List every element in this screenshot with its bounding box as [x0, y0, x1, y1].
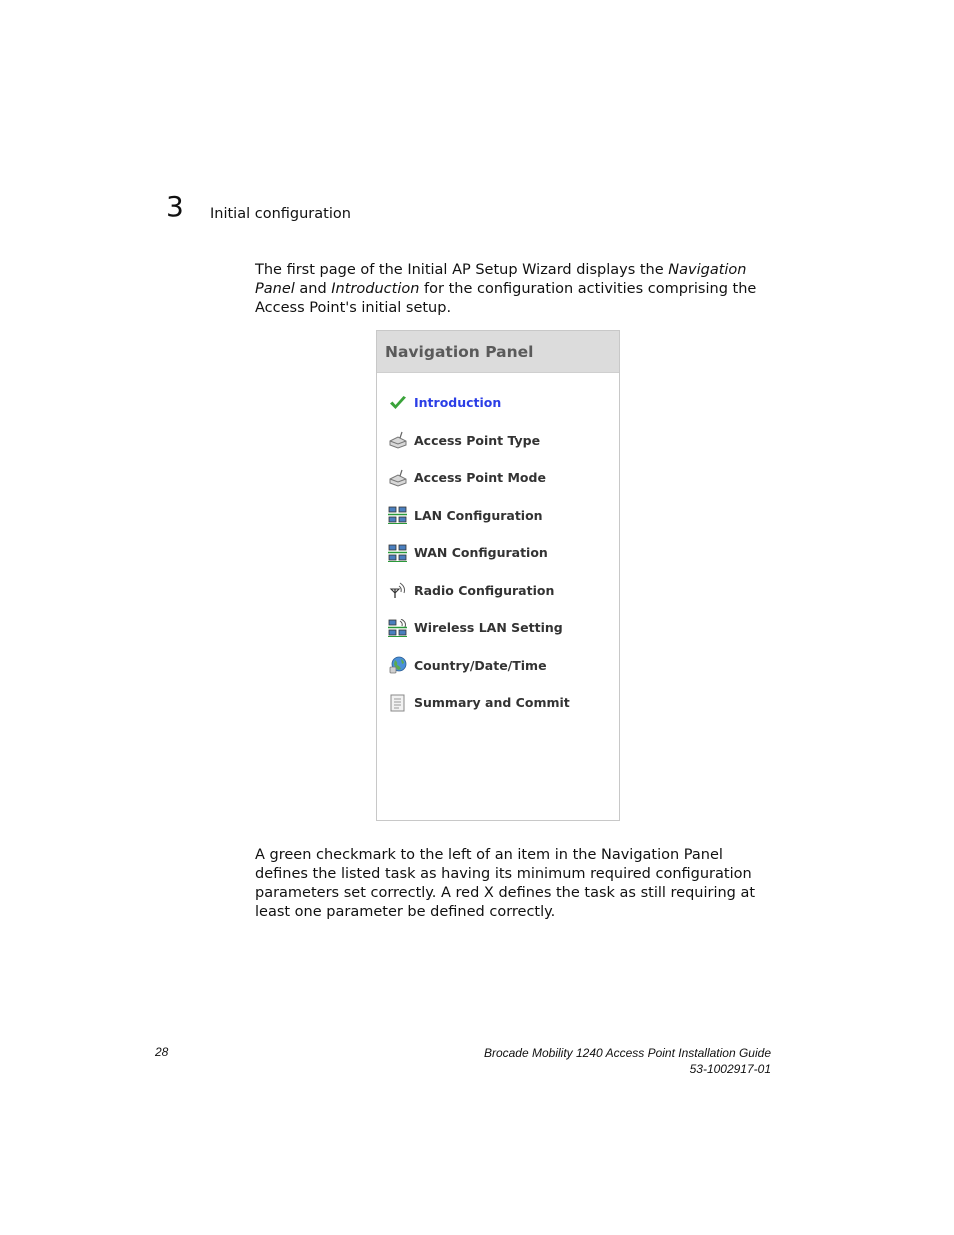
navigation-panel — [376, 330, 620, 821]
document-icon — [388, 693, 408, 713]
nav-item-country-date-time[interactable] — [377, 647, 619, 685]
checkmark-note-paragraph: A green checkmark to the left of an item in the Navigation Panel defines the listed task as having its minimum required configuration parameters set correctly. A red X defines the task as still requiring at least one parameter be defined correctly. — [255, 847, 756, 920]
nav-item-wan-configuration[interactable] — [377, 534, 619, 572]
nav-item-lan-configuration[interactable] — [377, 497, 619, 535]
nav-item-wireless-lan-setting[interactable] — [377, 609, 619, 647]
nav-item-summary-and-commit[interactable] — [377, 684, 619, 722]
nav-item-label: Summary and Commit — [414, 695, 570, 711]
nav-item-label: Access Point Type — [414, 432, 541, 448]
nav-item-label: Access Point Mode — [414, 470, 546, 486]
nav-item-introduction[interactable] — [377, 384, 619, 422]
chapter-number: 3 — [166, 190, 184, 223]
radio-antenna-icon — [388, 580, 408, 600]
nav-item-label: LAN Configuration — [414, 507, 543, 523]
nav-item-label: Radio Configuration — [414, 582, 555, 598]
lan-network-icon — [388, 505, 408, 525]
wireless-lan-icon — [388, 618, 408, 638]
guide-title: Brocade Mobility 1240 Access Point Installation Guide — [483, 1046, 771, 1060]
footer-guide-info — [484, 1045, 771, 1077]
document-number: 53-1002917-01 — [689, 1062, 771, 1076]
nav-item-label: WAN Configuration — [414, 545, 548, 561]
intro-paragraph: The first page of the Initial AP Setup Wizard displays the Navigation Panel and Introduction for the configuration activities comprising the Access Point's initial setup. — [255, 262, 757, 316]
page-number: 28 — [155, 1045, 169, 1059]
nav-item-label: Introduction — [414, 395, 502, 411]
access-point-icon — [388, 468, 408, 488]
access-point-icon — [388, 430, 408, 450]
checkmark-icon — [388, 393, 408, 413]
nav-item-radio-configuration[interactable] — [377, 572, 619, 610]
nav-item-access-point-type[interactable] — [377, 422, 619, 460]
nav-item-access-point-mode[interactable] — [377, 459, 619, 497]
nav-item-label: Country/Date/Time — [414, 657, 547, 673]
chapter-title: Initial configuration — [210, 206, 351, 222]
nav-item-label: Wireless LAN Setting — [414, 620, 563, 636]
globe-icon — [388, 655, 408, 675]
navigation-panel-title: Navigation Panel — [377, 331, 619, 373]
navigation-list — [377, 384, 619, 722]
lan-network-icon — [388, 543, 408, 563]
